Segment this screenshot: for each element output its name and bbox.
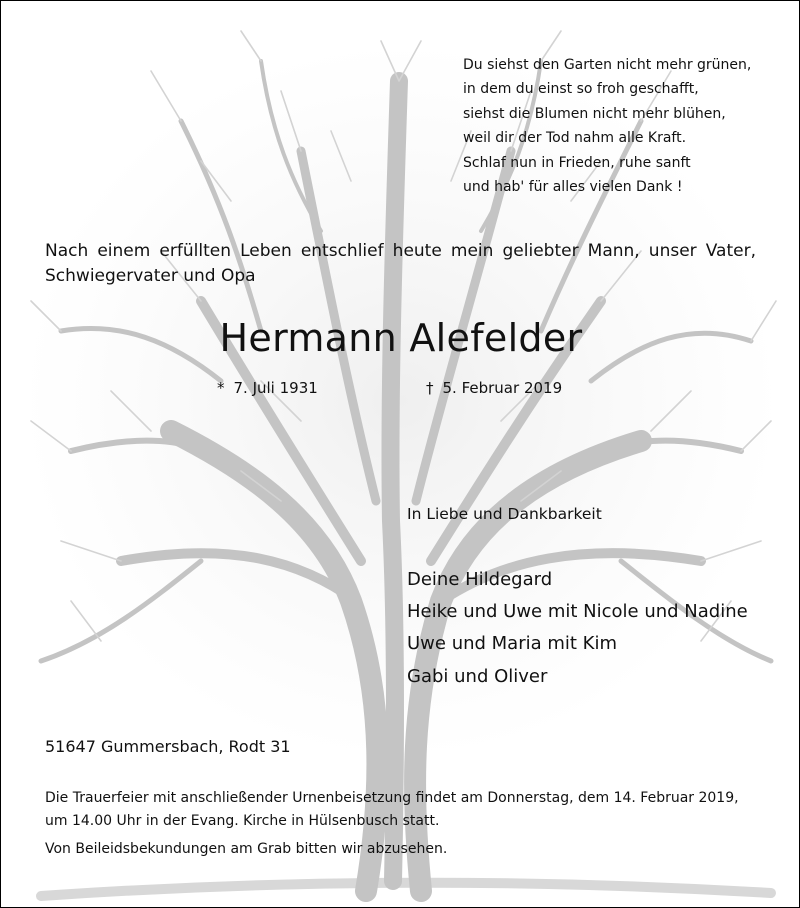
family-list — [407, 564, 748, 693]
family-member: Heike und Uwe mit Nicole und Nadine — [407, 601, 748, 623]
deceased-name: Hermann Alefelder — [219, 316, 583, 360]
family-member: Deine Hildegard — [407, 569, 553, 590]
poem-line: Du siehst den Garten nicht mehr grünen, — [463, 57, 752, 73]
poem-line: und hab' für alles vielen Dank ! — [463, 179, 683, 196]
family-member: Gabi und Oliver — [407, 665, 548, 687]
death-date-text: 5. Februar 2019 — [442, 379, 563, 397]
poem-line: weil dir der Tod nahm alle Kraft. — [463, 130, 687, 147]
funeral-info — [45, 787, 765, 832]
funeral-line: Die Trauerfeier mit anschließender Urnenbeisetzung findet am Donnerstag, dem 14. Februar 2019, — [45, 790, 739, 806]
poem — [463, 53, 751, 199]
poem-line: in dem du einst so froh geschafft, — [463, 81, 699, 98]
intro-text: Nach einem erfüllten Leben entschlief heute mein geliebter Mann, unser Vater, Schwiegervater und Opa — [45, 241, 756, 286]
family-member: Uwe und Maria mit Kim — [407, 633, 618, 655]
poem-line: siehst die Blumen nicht mehr blühen, — [463, 105, 726, 122]
poem-line: Schlaf nun in Frieden, ruhe sanft — [463, 154, 691, 171]
thanks-line: In Liebe und Dankbarkeit — [407, 505, 602, 523]
birth-star-icon: * — [217, 379, 225, 397]
death-cross-icon: † — [426, 379, 434, 397]
address: 51647 Gummersbach, Rodt 31 — [45, 737, 291, 756]
funeral-line: um 14.00 Uhr in der Evang. Kirche in Hülsenbusch statt. — [45, 812, 440, 829]
birth-date-text: 7. Juli 1931 — [233, 379, 318, 397]
death-date — [426, 379, 562, 397]
birth-date — [217, 379, 318, 397]
condolence-note: Von Beileidsbekundungen am Grab bitten wir abzusehen. — [45, 841, 448, 857]
